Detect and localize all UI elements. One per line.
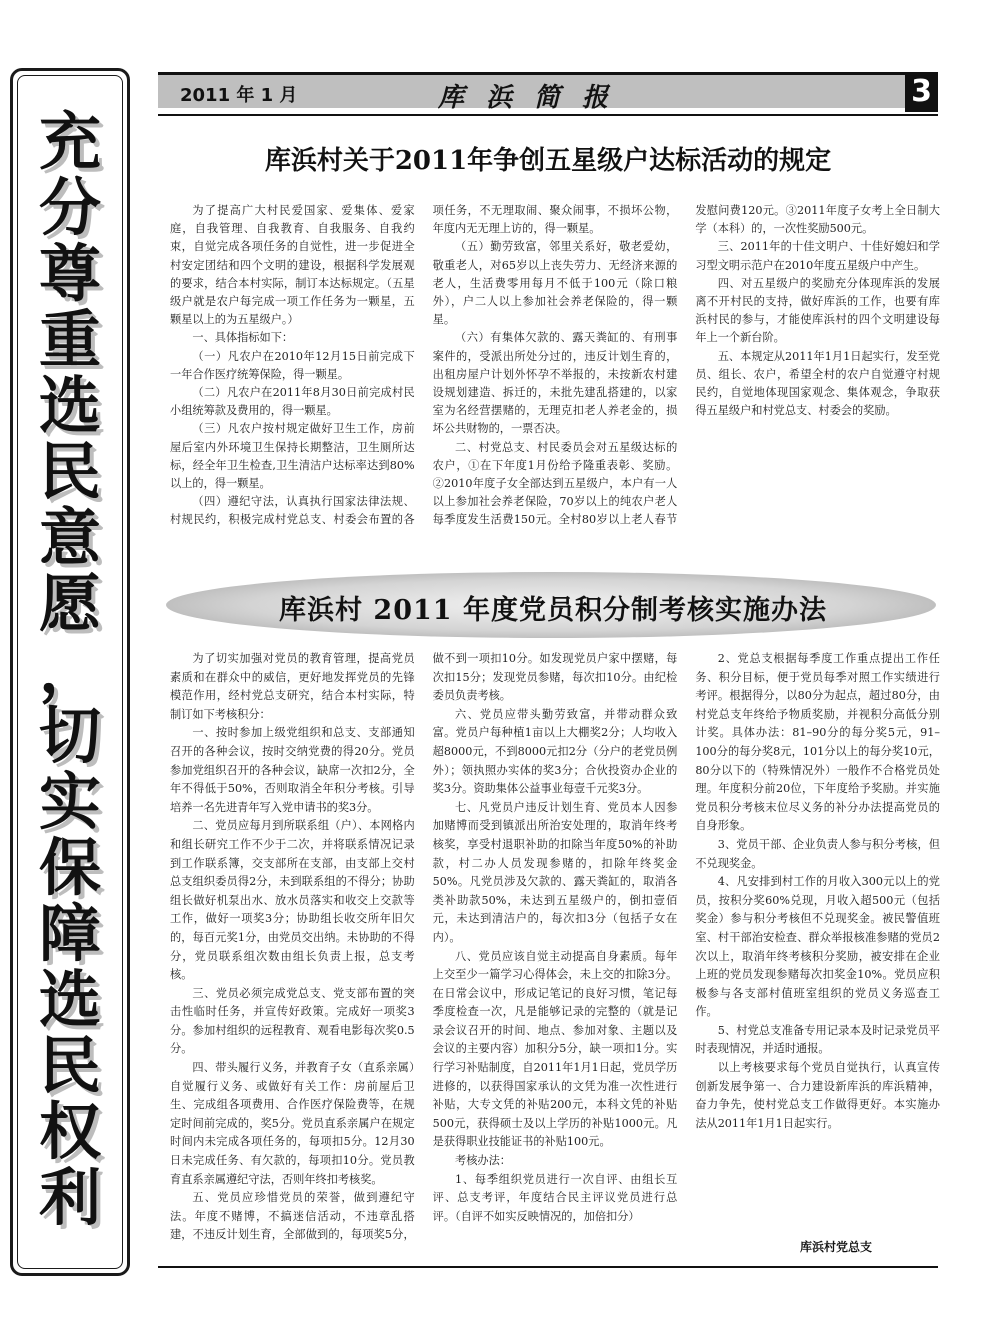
slogan-char: 选 <box>38 963 101 1036</box>
slogan-char: 分 <box>38 171 101 244</box>
article2-paragraph: 五、党员应珍惜党员的荣誉，做到遵纪守法。年度不赌博，不搞迷信活动，不违章乱搭建，不违反计划生育，全部做到的，每项奖5分，做不到一项扣10分。如发现党员户家中摆赌，每次扣15分；发现党员参赌，每次扣10分。由纪检委员负责考核。 <box>170 652 678 1242</box>
article1-paragraph: 一、具体指标如下： <box>192 331 294 345</box>
article2-paragraph: 四、带头履行义务，并教育子女（直系亲属）自觉履行义务、或做好有关工作：房前屋后卫生、完成组各项费用、合作医疗保险费等，在规定时间前完成的，奖5分。党员直系亲属户在规定时间内未完成各项任务的，每项扣5分。12月30日未完成任务、有欠款的，每项扣10分。党员教育直系亲属遵纪守法，否则年终扣考核奖。 <box>170 1061 415 1186</box>
article1-paragraph: （四）遵纪守法，认真执行国家法律法规、村规民约，积极完成村党总支、村委会布置的各项任务，不无理取闹、聚众闹事，不损坏公物，年度内无无理上访的，得一颗星。 <box>170 204 678 527</box>
slogan-char: 利 <box>38 1161 101 1234</box>
article2-paragraph: 5、村党总支准备专用记录本及时记录党员平时表现情况，并适时通报。 <box>695 1023 940 1056</box>
article2-title: 库浜村 2011 年度党员积分制考核实施办法 <box>279 595 827 626</box>
article1-paragraph: （五）勤劳致富，邻里关系好，敬老爱幼，敬重老人，对65岁以上丧失劳力、无经济来源的老人，生活费零用每月不低于100元（除口粮外），户二人以上参加社会养老保险的，得一颗星。 <box>432 240 678 327</box>
slogan-char: 保 <box>38 831 101 904</box>
article2-paragraph: 以上考核要求每个党员自觉执行，认真宣传创新发展争第一、合力建设新库浜的库浜精神，奋力争先，使村党总支工作做得更好。本实施办法从2011年1月1日起实行。 <box>695 1061 940 1130</box>
slogan-char: 实 <box>38 765 101 838</box>
article1-paragraph: （二）凡农户在2011年8月30日前完成村民小组统筹款及费用的，得一颗星。 <box>170 386 415 418</box>
article2-paragraph: 六、党员应带头勤劳致富，并带动群众致富。党员户每种植1亩以上大棚奖2分；人均收入超8000元，不到8000元扣2分（分户的老党员例外）；领执照办实体的奖3分；合伙投资办企业的奖3分。资助集体公益事业每壹千元奖3分。 <box>432 707 678 796</box>
article2-paragraph: 三、党员必须完成党总支、党支部布置的突击性临时任务，并宣传好政策。完成好一项奖3分。参加村组织的远程教育、观看电影每次奖0.5分。 <box>170 986 415 1056</box>
slogan-char: 切 <box>38 699 101 772</box>
slogan-char: 障 <box>38 897 101 970</box>
slogan-char: 选 <box>38 369 101 442</box>
article2-paragraph: 考核办法： <box>455 1154 511 1168</box>
newspaper-name: 库浜简报 <box>438 83 631 113</box>
article1-title: 库浜村关于2011年争创五星级户达标活动的规定 <box>264 146 832 176</box>
article1-paragraph: 为了提高广大村民爱国家、爱集体、爱家庭，自我管理、自我教育、自我服务、自我约束，自觉完成各项任务的自觉性，进一步促进全村安定团结和四个文明的建设，根据科学发展观的要求，结合本村实际，制订本达标规定。（五星级户就是农户每完成一项工作任务为一颗星，五颗星以上的为五星级户。） <box>170 204 415 327</box>
article1-paragraph: （一）凡农户在2010年12月15日前完成下一年合作医疗统筹保险，得一颗星。 <box>170 349 415 381</box>
slogan-char: 尊 <box>38 237 101 310</box>
slogan-char: 民 <box>38 1029 101 1102</box>
slogan-char: 愿 <box>38 567 101 640</box>
slogan-char: 民 <box>38 435 101 508</box>
article2-paragraph: 3、党员干部、企业负责人参与积分考核，但不兑现奖金。 <box>695 837 940 870</box>
slogan-char: 意 <box>38 501 101 574</box>
page-number: 3 <box>905 72 938 112</box>
article2-paragraph: 为了切实加强对党员的教育管理，提高党员素质和在群众中的威信，更好地发挥党员的先锋模范作用，经村党总支研究，结合本村实际，特制订如下考核积分： <box>170 652 415 721</box>
article1-paragraph: （六）有集体欠款的、露天粪缸的、有刑事案件的，受派出所处分过的，违反计划生育的，出租房屋户计划外怀孕不举报的，未按新农村建设规划建造、拆迁的，未批先建乱搭建的，以家室为名经营摆赌的，无理克扣老人养老金的，损坏公共财物的，一票否决。 <box>432 331 678 436</box>
vertical-slogan <box>25 105 115 1234</box>
article2-paragraph: 2、党总支根据每季度工作重点提出工作任务、积分目标，便于党员每季对照工作实绩进行考评。根据得分，以80分为起点，超过80分，由村党总支年终给予物质奖励，并视积分高低分别计奖。具体办法：81–90分的每分奖5元，91–100分的每分奖8元，101分以上的每分奖10元，80分以下的（特殊情况外）一般作不合格党员处理。年度积分前20位，下年度给予奖励。并实施党员积分考核末位尽义务的补分办法提高党员的自身形象。 <box>695 652 940 833</box>
article2-body <box>170 650 940 1258</box>
article1-paragraph: 四、对五星级户的奖励充分体现库浜的发展离不开村民的支持，做好库浜的工作，也要有库浜村民的参与，才能使库浜村的四个文明建设每年上一个新台阶。 <box>695 276 940 345</box>
article2-paragraph: 七、凡党员户违反计划生育、党员本人因参加赌博而受到镇派出所治安处理的，取消年终考核奖，享受村退职补助的扣除当年度50%的补助款，村二办人员发现参赌的，扣除年终奖金50%。凡党员涉及欠款的、露天粪缸的，取消各类补助款50%，未达到五星级户的，倒扣壹佰元，未达到清洁户的，每次扣3分（包括子女在内）。 <box>432 800 678 944</box>
article2-paragraph: 八、党员应该自觉主动提高自身素质。每年上交至少一篇学习心得体会，未上交的扣除3分。在日常会议中，形成记笔记的良好习惯，笔记每季度检查一次，凡是能够记录的完整的（就是记录会议召开的时间、地点、参加对象、主题以及会议的主要内容）加积分5分，缺一项扣1分。实行学习补贴制度，自2011年1月1日起，党员学历进修的，以获得国家承认的文凭为准一次性进行补贴，大专文凭的补贴200元，本科文凭的补贴500元，获得硕士及以上学历的补贴1000元。凡是获得职业技能证书的补贴100元。 <box>432 949 678 1149</box>
article2-paragraph: 4、凡安排到村工作的月收入300元以上的党员，按积分奖60%兑现，月收入超500元（包括奖金）参与积分考核但不兑现奖金。被民警值班室、村干部治安检查、群众举报核准参赌的党员2次以上，取消年终考核积分奖励，被安排在企业上班的党员发现参赌每次扣奖金10%。党员应积极参与各支部村值班室组织的党员义务巡查工作。 <box>695 875 940 1019</box>
article2-signature: 库浜村党总支 <box>800 1240 873 1254</box>
slogan-char: 权 <box>38 1095 101 1168</box>
slogan-char: 重 <box>38 303 101 376</box>
article1-paragraph: 二、村党总支、村民委员会对五星级达标的农户，①在下年度1月份给予隆重表彰、奖励。②2010年度子女全部达到五星级户，本户有一人以上参加社会养老保险，70岁以上的纯农户老人每季度发生活费150元。全村80岁以上老人春节发慰问费120元。③2011年度子女考上全日制大学（本科）的，一次性奖励500元。 <box>432 204 940 527</box>
article2-paragraph: 一、按时参加上级党组织和总支、支部通知召开的各种会议，按时交纳党费的得20分。党员参加党组织召开的各种会议，缺席一次扣2分，全年不得低于50%，否则取消全年积分考核。引导培养一名先进青年写入党申请书的奖3分。 <box>170 726 415 814</box>
slogan-char: 充 <box>38 105 101 178</box>
footer-divider <box>158 1266 938 1268</box>
slogan-box <box>10 68 130 1276</box>
article1-paragraph: 三、2011年的十佳文明户、十佳好媳妇和学习型文明示范户在2010年度五星级户中产生。 <box>695 240 940 272</box>
article1-paragraph: （三）凡农户按村规定做好卫生工作，房前屋后室内外环境卫生保持长期整洁，卫生厕所达标，经全年卫生检查,卫生清洁户达标率达到80%以上的，得一颗星。 <box>170 422 415 491</box>
newspaper-header <box>158 72 938 113</box>
header-divider <box>158 114 938 116</box>
article2-paragraph: 二、党员应每月到所联系组（户）、本网格内和组长研究工作不少于二次，并将联系情况记录到工作联系簿，交支部所在支部，由支部上交村总支组织委员得2分，未到联系组的不得分；协助组长做好机泵出水、放水员落实和收交上交款等工作，做好一项奖3分；协助组长收交所年旧欠的，每百元奖1分，由党员交出纳。未协助的不得分，党员联系组次数由组长负责上报，总支考核。 <box>170 819 415 982</box>
issue-date: 2011 年 1 月 <box>180 85 298 106</box>
article1-paragraph: 五、本规定从2011年1月1日起实行，发至党员、组长、农户，希望全村的农户自觉遵守村规民约，自觉地体现国家观念、集体观念，争取获得五星级户和村党总支、村委会的奖励。 <box>695 349 940 418</box>
article1-body <box>170 202 940 547</box>
slogan-char: ， <box>38 633 101 706</box>
article2-paragraph: 1、每季组织党员进行一次自评、由组长互评、总支考评，年度结合民主评议党员进行总评。（自评不如实反映情况的，加倍扣分） <box>432 1172 678 1223</box>
